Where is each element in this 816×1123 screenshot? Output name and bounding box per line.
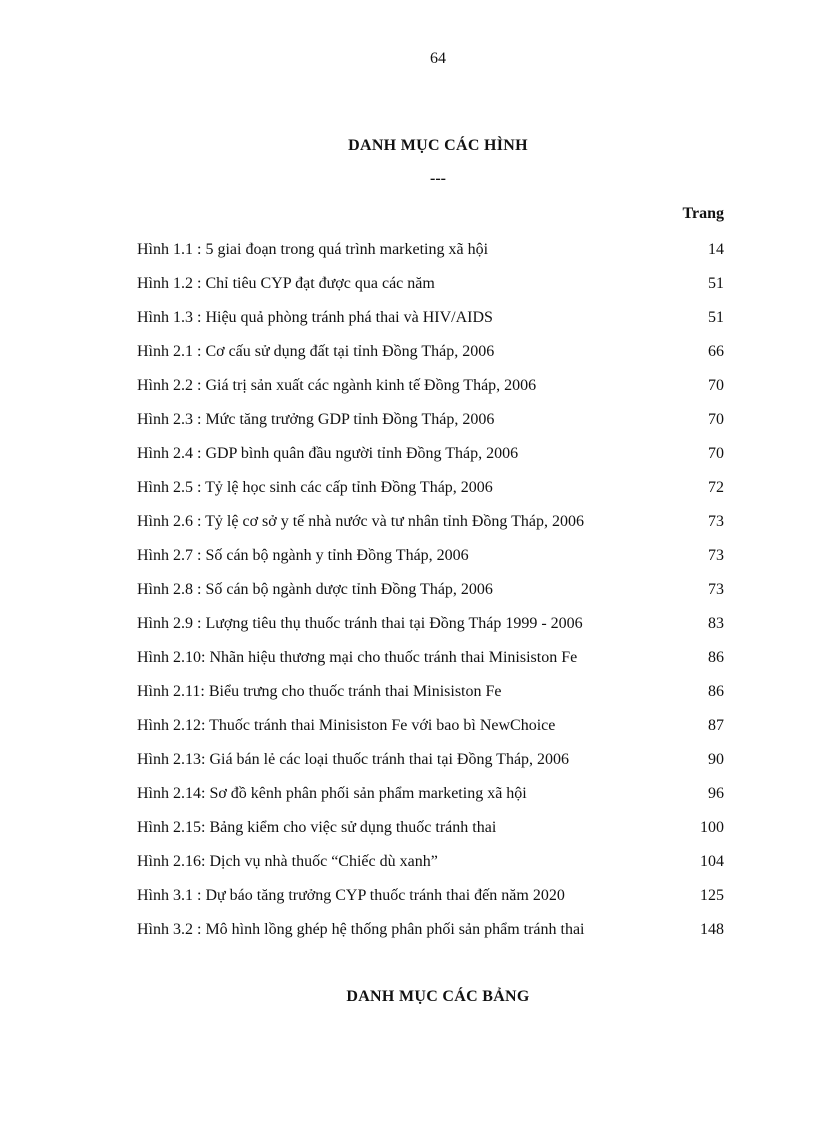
figure-title: Hình 2.9 : Lượng tiêu thụ thuốc tránh thai tại Đồng Tháp 1999 - 2006 xyxy=(137,615,583,632)
figure-entry xyxy=(137,818,724,852)
tables-list-heading: DANH MỤC CÁC BẢNG xyxy=(346,988,530,1005)
figure-title: Hình 2.1 : Cơ cấu sử dụng đất tại tỉnh Đồng Tháp, 2006 xyxy=(137,343,495,360)
figure-title: Hình 2.8 : Số cán bộ ngành dược tỉnh Đồng Tháp, 2006 xyxy=(137,581,493,598)
figure-entry xyxy=(137,308,724,342)
figure-page-number: 14 xyxy=(708,241,724,258)
figure-title: Hình 1.3 : Hiệu quả phòng tránh phá thai và HIV/AIDS xyxy=(137,309,493,326)
figure-entry xyxy=(137,852,724,886)
figure-page-number: 70 xyxy=(708,411,724,428)
figures-list xyxy=(137,240,724,954)
figure-title: Hình 2.3 : Mức tăng trưởng GDP tỉnh Đồng Tháp, 2006 xyxy=(137,411,495,428)
figure-page-number: 100 xyxy=(700,819,724,836)
figure-page-number: 51 xyxy=(708,309,724,326)
figure-title: Hình 2.13: Giá bán lẻ các loại thuốc tránh thai tại Đồng Tháp, 2006 xyxy=(137,751,570,768)
figure-page-number: 86 xyxy=(708,649,724,666)
figure-title: Hình 2.5 : Tỷ lệ học sinh các cấp tỉnh Đồng Tháp, 2006 xyxy=(137,479,493,496)
figures-list-heading: DANH MỤC CÁC HÌNH xyxy=(348,137,528,154)
figure-entry xyxy=(137,410,724,444)
figure-page-number: 86 xyxy=(708,683,724,700)
figure-entry xyxy=(137,920,724,954)
figure-entry xyxy=(137,682,724,716)
figure-title: Hình 2.11: Biểu trưng cho thuốc tránh thai Minisiston Fe xyxy=(137,683,502,700)
figure-entry xyxy=(137,444,724,478)
figure-entry xyxy=(137,240,724,274)
figure-entry xyxy=(137,512,724,546)
figure-entry xyxy=(137,750,724,784)
figure-entry xyxy=(137,716,724,750)
figure-title: Hình 2.2 : Giá trị sản xuất các ngành kinh tế Đồng Tháp, 2006 xyxy=(137,377,537,394)
figure-page-number: 96 xyxy=(708,785,724,802)
figure-entry xyxy=(137,478,724,512)
figure-page-number: 51 xyxy=(708,275,724,292)
figure-page-number: 72 xyxy=(708,479,724,496)
figure-title: Hình 1.1 : 5 giai đoạn trong quá trình marketing xã hội xyxy=(137,241,489,258)
heading-separator: --- xyxy=(430,170,446,187)
figure-title: Hình 2.4 : GDP bình quân đầu người tỉnh Đồng Tháp, 2006 xyxy=(137,445,519,462)
figure-title: Hình 2.14: Sơ đồ kênh phân phối sản phẩm marketing xã hội xyxy=(137,785,527,802)
figure-entry xyxy=(137,376,724,410)
figure-title: Hình 2.15: Bảng kiểm cho việc sử dụng thuốc tránh thai xyxy=(137,819,497,836)
figure-page-number: 148 xyxy=(700,921,724,938)
figure-page-number: 125 xyxy=(700,887,724,904)
figure-page-number: 66 xyxy=(708,343,724,360)
figure-title: Hình 3.2 : Mô hình lồng ghép hệ thống phân phối sản phẩm tránh thai xyxy=(137,921,585,938)
figure-title: Hình 2.7 : Số cán bộ ngành y tỉnh Đồng Tháp, 2006 xyxy=(137,547,469,564)
figure-entry xyxy=(137,784,724,818)
figure-page-number: 104 xyxy=(700,853,724,870)
figure-entry xyxy=(137,614,724,648)
figure-title: Hình 2.12: Thuốc tránh thai Minisiston Fe với bao bì NewChoice xyxy=(137,717,556,734)
figure-page-number: 73 xyxy=(708,581,724,598)
figure-entry xyxy=(137,648,724,682)
figure-title: Hình 1.2 : Chỉ tiêu CYP đạt được qua các năm xyxy=(137,275,435,292)
figure-title: Hình 2.6 : Tỷ lệ cơ sở y tế nhà nước và tư nhân tỉnh Đồng Tháp, 2006 xyxy=(137,513,584,530)
figure-page-number: 70 xyxy=(708,377,724,394)
page-column-header: Trang xyxy=(682,205,724,222)
figure-entry xyxy=(137,274,724,308)
figure-entry xyxy=(137,546,724,580)
figure-entry xyxy=(137,886,724,920)
figure-entry xyxy=(137,342,724,376)
page-number: 64 xyxy=(430,50,446,67)
figure-page-number: 90 xyxy=(708,751,724,768)
figure-title: Hình 3.1 : Dự báo tăng trưởng CYP thuốc tránh thai đến năm 2020 xyxy=(137,887,565,904)
figure-page-number: 83 xyxy=(708,615,724,632)
figure-title: Hình 2.10: Nhãn hiệu thương mại cho thuốc tránh thai Minisiston Fe xyxy=(137,649,578,666)
figure-entry xyxy=(137,580,724,614)
figure-page-number: 73 xyxy=(708,547,724,564)
figure-page-number: 87 xyxy=(708,717,724,734)
figure-title: Hình 2.16: Dịch vụ nhà thuốc “Chiếc dù xanh” xyxy=(137,853,438,870)
figure-page-number: 73 xyxy=(708,513,724,530)
figure-page-number: 70 xyxy=(708,445,724,462)
